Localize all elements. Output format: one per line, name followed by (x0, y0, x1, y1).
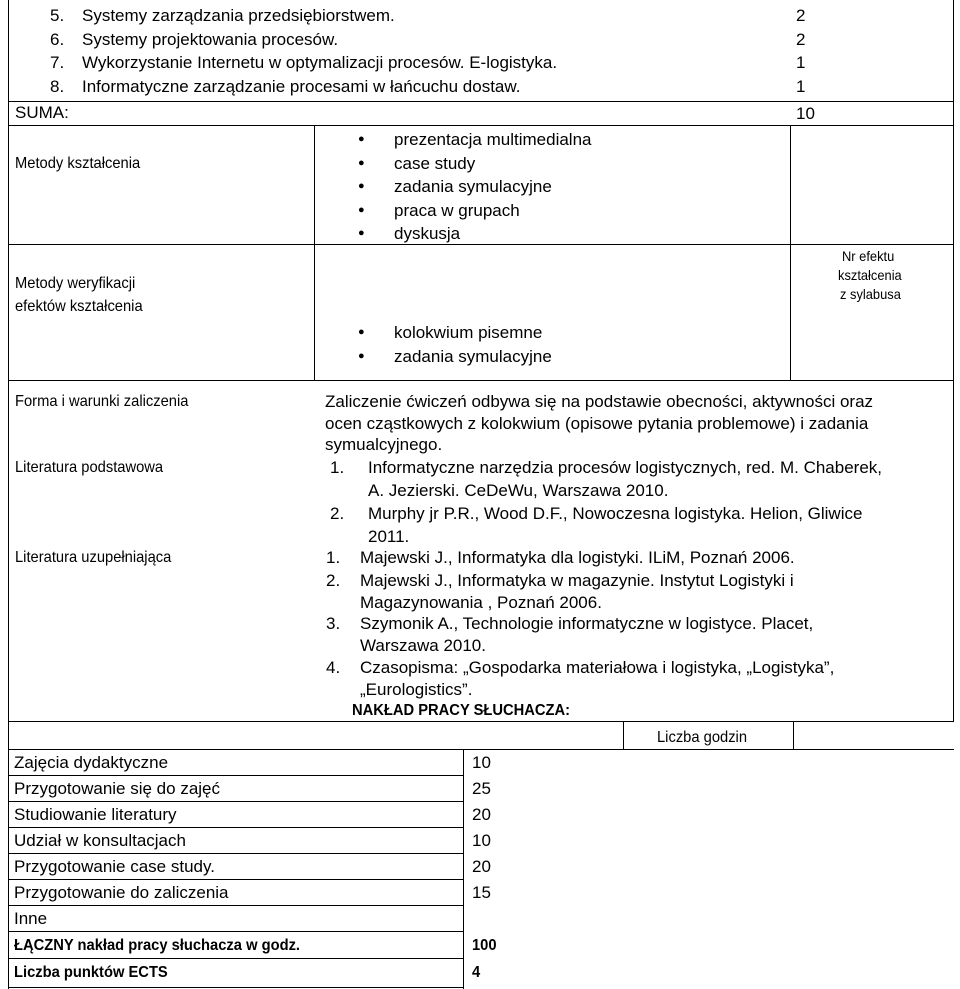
bullet-item: ● zadania symulacyjne (358, 175, 592, 199)
lit-text: 2011. (368, 527, 410, 546)
lit-text: Informatyczne narzędzia procesów logistycznych, red. M. Chaberek, (368, 458, 883, 477)
naklad-row-rule (8, 801, 464, 802)
bullet-item: ● dyskusja (358, 222, 592, 246)
topic-text: Systemy zarządzania przedsiębiorstwem. (82, 6, 395, 25)
naklad-row-value: 20 (472, 857, 491, 876)
left-border (8, 0, 9, 989)
lit-num: 1. (326, 548, 341, 567)
metody-ksztalcenia-list (358, 128, 592, 246)
naklad-row-label: Przygotowanie case study. (14, 857, 215, 876)
right-border (953, 0, 954, 721)
nr-efektu-label: kształcenia (838, 267, 902, 283)
naklad-row-value: 15 (472, 883, 491, 902)
col-rule-nr (790, 125, 791, 381)
lit-num: 2. (326, 571, 341, 590)
naklad-row-label: Przygotowanie do zaliczenia (14, 883, 229, 902)
bullet-item: ● kolokwium pisemne (358, 321, 552, 345)
naklad-row-rule (8, 775, 464, 776)
lit-text: „Eurologistics”. (360, 680, 473, 699)
forma-text: Zaliczenie ćwiczeń odbywa się na podstawie obecności, aktywności oraz (325, 392, 874, 411)
naklad-col-rule-2 (623, 721, 624, 749)
ects-label: Liczba punktów ECTS (14, 964, 168, 981)
naklad-row-label: Inne (14, 909, 48, 928)
topic-number: 5. (50, 6, 65, 25)
naklad-col-header: Liczba godzin (657, 729, 748, 746)
metody-weryfikacji-label: Metody weryfikacji (15, 275, 136, 292)
naklad-row-label: Przygotowanie się do zajęć (14, 779, 221, 798)
suma-label: SUMA: (15, 103, 69, 122)
bullet-item: ● case study (358, 152, 592, 176)
naklad-col-rule-1 (463, 749, 464, 989)
lit-text: Magazynowania , Poznań 2006. (360, 593, 602, 612)
metody-weryfikacji-list (358, 321, 552, 368)
naklad-row-rule (8, 905, 464, 906)
topic-hours: 2 (796, 6, 806, 25)
naklad-row-rule (8, 853, 464, 854)
naklad-row-value: 25 (472, 779, 491, 798)
topic-number: 8. (50, 77, 65, 96)
naklad-row-rule (8, 827, 464, 828)
lit-text: Majewski J., Informatyka dla logistyki. ILiM, Poznań 2006. (360, 548, 795, 567)
naklad-row-label: Zajęcia dydaktyczne (14, 753, 169, 772)
lit-uzup-label: Literatura uzupełniająca (15, 549, 172, 566)
lit-text: Murphy jr P.R., Wood D.F., Nowoczesna logistyka. Helion, Gliwice (368, 504, 863, 523)
suma-value: 10 (796, 104, 815, 123)
topic-hours: 1 (796, 53, 806, 72)
nr-efektu-label: Nr efektu (842, 248, 895, 264)
naklad-row-value: 10 (472, 831, 491, 850)
bullet-item: ● praca w grupach (358, 199, 592, 223)
col-rule-metody (314, 125, 315, 381)
lit-podst-label: Literatura podstawowa (15, 459, 164, 476)
naklad-row-rule (8, 958, 464, 959)
naklad-title: NAKŁAD PRACY SŁUCHACZA: (352, 702, 571, 719)
bullet-item: ● zadania symulacyjne (358, 345, 552, 369)
naklad-row-rule (8, 879, 464, 880)
topic-text: Systemy projektowania procesów. (82, 30, 339, 49)
lit-text: Szymonik A., Technologie informatyczne w logistyce. Placet, (360, 614, 814, 633)
lit-num: 1. (330, 458, 345, 477)
topic-number: 7. (50, 53, 65, 72)
naklad-total-value: 100 (472, 937, 497, 954)
ects-value: 4 (472, 964, 481, 981)
naklad-col-rule-3 (793, 721, 794, 749)
rule-suma-metody (8, 125, 954, 126)
rule-naklad-top (8, 721, 954, 722)
metody-ksztalcenia-label: Metody kształcenia (15, 155, 141, 172)
rule-top-suma (8, 101, 954, 102)
lit-text: Warszawa 2010. (360, 636, 486, 655)
naklad-row-value: 10 (472, 753, 491, 772)
forma-text: symualcyjnego. (325, 435, 443, 454)
nr-efektu-label: z sylabusa (840, 286, 901, 302)
rule-naklad-subhead (8, 749, 954, 750)
topic-hours: 1 (796, 77, 806, 96)
naklad-row-label: Udział w konsultacjach (14, 831, 186, 850)
topic-number: 6. (50, 30, 65, 49)
naklad-row-rule (8, 987, 464, 988)
lit-text: Czasopisma: „Gospodarka materiałowa i logistyka, „Logistyka”, (360, 658, 835, 677)
naklad-row-rule (8, 931, 464, 932)
topic-hours: 2 (796, 30, 806, 49)
lit-num: 3. (326, 614, 341, 633)
bullet-item: ● prezentacja multimedialna (358, 128, 592, 152)
naklad-row-label: Studiowanie literatury (14, 805, 177, 824)
lit-text: Majewski J., Informatyka w magazynie. Instytut Logistyki i (360, 571, 794, 590)
metody-weryfikacji-label: efektów kształcenia (15, 298, 143, 315)
forma-label: Forma i warunki zaliczenia (15, 393, 189, 410)
topic-text: Informatyczne zarządzanie procesami w łańcuchu dostaw. (82, 77, 521, 96)
naklad-total-label: ŁĄCZNY nakład pracy słuchacza w godz. (14, 937, 301, 954)
rule-weryfikacja-forma (8, 380, 954, 381)
forma-text: ocen cząstkowych z kolokwium (opisowe pytania problemowe) i zadania (325, 414, 869, 433)
topic-text: Wykorzystanie Internetu w optymalizacji procesów. E-logistyka. (82, 53, 558, 72)
lit-text: A. Jezierski. CeDeWu, Warszawa 2010. (368, 481, 669, 500)
lit-num: 2. (330, 504, 345, 523)
naklad-row-value: 20 (472, 805, 491, 824)
lit-num: 4. (326, 658, 341, 677)
